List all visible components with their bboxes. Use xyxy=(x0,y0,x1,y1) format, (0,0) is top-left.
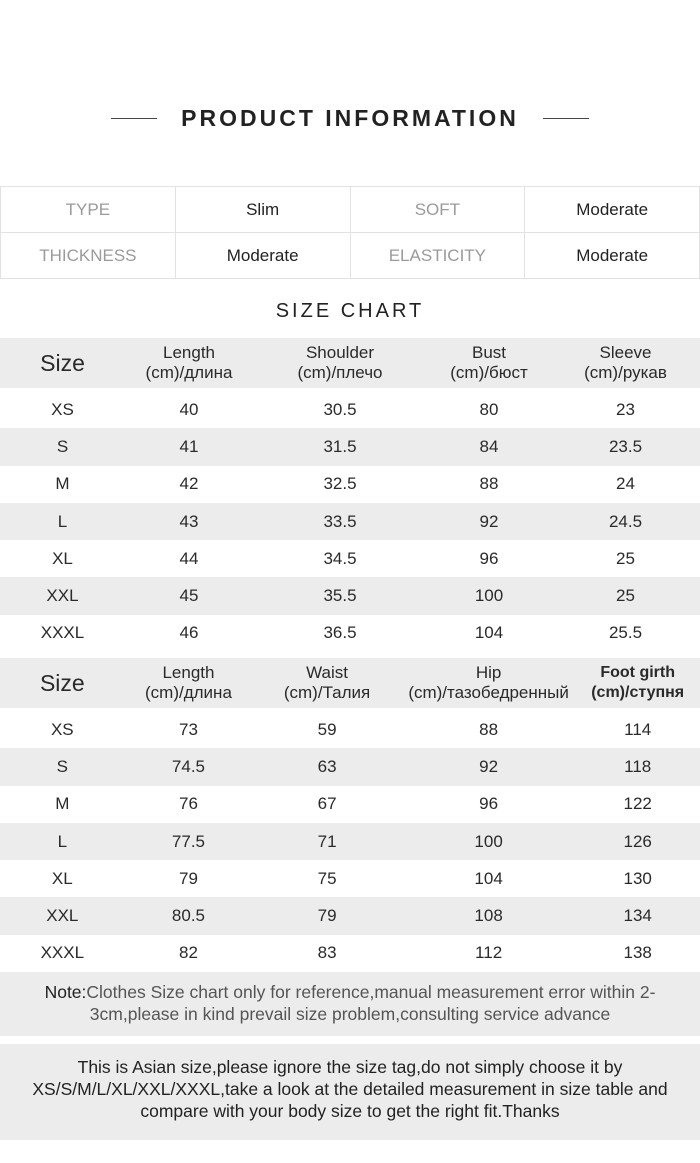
measurement-cell: 42 xyxy=(179,474,199,494)
measurement-cell: 104 xyxy=(474,868,503,888)
header-cell: Size xyxy=(40,350,85,376)
asian-size-notice: This is Asian size,please ignore the size tag,do not simply choose it by XS/S/M/L/XL/XXL/XXXL,take a look at the detailed measurement in size table and compare with your body size to get the right fit.Thanks xyxy=(0,1044,700,1140)
measurement-cell: 71 xyxy=(317,831,337,851)
measurement-cell: 41 xyxy=(179,436,199,456)
measurement-cell: 138 xyxy=(623,943,652,963)
table-row xyxy=(0,711,700,748)
info-label: ELASTICITY xyxy=(350,233,525,279)
measurement-cell: 96 xyxy=(479,794,499,814)
measurement-cell: 35.5 xyxy=(323,586,357,606)
measurement-cell: 100 xyxy=(474,831,503,851)
measurement-cell: 32.5 xyxy=(323,474,357,494)
product-info-table xyxy=(0,186,700,279)
measurement-cell: 23 xyxy=(616,399,635,419)
header-cell: Sleeve (cm)/рукав xyxy=(584,343,667,382)
measurement-cell: 44 xyxy=(179,548,199,568)
measurement-cell: 45 xyxy=(179,586,199,606)
size-label-cell: XXL xyxy=(46,586,79,606)
size-label-cell: S xyxy=(56,756,68,776)
info-value: Slim xyxy=(175,187,350,233)
size-label-cell: L xyxy=(57,511,68,531)
measurement-cell: 59 xyxy=(317,719,337,739)
table-row xyxy=(0,466,700,503)
table-row xyxy=(0,503,700,540)
measurement-cell: 25.5 xyxy=(608,623,643,643)
title-left-rule xyxy=(111,118,157,119)
table-row xyxy=(0,615,700,652)
measurement-cell: 40 xyxy=(179,399,199,419)
info-label: THICKNESS xyxy=(1,233,176,279)
measurement-cell: 79 xyxy=(179,868,198,888)
measurement-cell: 33.5 xyxy=(323,511,357,531)
reference-note xyxy=(0,972,700,1036)
table-row xyxy=(0,897,700,934)
header-cell: Size xyxy=(39,670,85,696)
size-label-cell: XXXL xyxy=(40,623,85,643)
table-row xyxy=(0,391,700,428)
size-label-cell: L xyxy=(57,831,68,851)
measurement-cell: 92 xyxy=(479,756,499,776)
table-header-row xyxy=(0,658,700,708)
measurement-cell: 82 xyxy=(179,943,198,963)
measurement-cell: 104 xyxy=(474,623,504,643)
info-label: TYPE xyxy=(1,187,176,233)
measurement-cell: 76 xyxy=(179,794,198,814)
measurement-cell: 79 xyxy=(317,906,337,926)
size-table-top xyxy=(0,338,700,652)
title-bar xyxy=(0,100,700,136)
measurement-cell: 83 xyxy=(317,943,337,963)
size-label-cell: XS xyxy=(51,399,74,419)
info-label: SOFT xyxy=(350,187,525,233)
measurement-cell: 34.5 xyxy=(323,548,357,568)
measurement-cell: 96 xyxy=(479,548,499,568)
measurement-cell: 75 xyxy=(317,868,337,888)
info-row xyxy=(1,233,700,279)
table-row xyxy=(0,823,700,860)
table-row xyxy=(0,540,700,577)
table-row xyxy=(0,786,700,823)
measurement-cell: 84 xyxy=(479,436,499,456)
measurement-cell: 43 xyxy=(179,511,199,531)
measurement-cell: 88 xyxy=(479,474,499,494)
measurement-cell: 130 xyxy=(623,868,652,888)
measurement-cell: 30.5 xyxy=(323,399,357,419)
title-right-rule xyxy=(543,118,589,119)
size-label-cell: XS xyxy=(50,719,74,739)
measurement-cell: 23.5 xyxy=(608,436,643,456)
size-label-cell: XL xyxy=(51,868,73,888)
measurement-cell: 24.5 xyxy=(608,511,643,531)
measurement-cell: 36.5 xyxy=(323,623,357,643)
measurement-cell: 25 xyxy=(616,586,635,606)
table-header-row xyxy=(0,338,700,388)
size-label-cell: XXXL xyxy=(40,943,85,963)
measurement-cell: 74.5 xyxy=(171,756,205,776)
measurement-cell: 88 xyxy=(479,719,499,739)
measurement-cell: 63 xyxy=(317,756,337,776)
note-label: Note: xyxy=(44,982,87,1002)
measurement-cell: 73 xyxy=(179,719,198,739)
header-cell: Bust (cm)/бюст xyxy=(450,343,528,382)
measurement-cell: 67 xyxy=(317,794,337,814)
header-cell: Length (cm)/длина xyxy=(145,343,233,382)
measurement-cell: 92 xyxy=(479,511,499,531)
measurement-cell: 114 xyxy=(624,719,652,739)
header-cell: Length (cm)/длина xyxy=(145,663,232,702)
table-row xyxy=(0,428,700,465)
table-row xyxy=(0,935,700,972)
size-table-bottom xyxy=(0,658,700,972)
info-value: Moderate xyxy=(175,233,350,279)
header-cell: Shoulder (cm)/плечо xyxy=(297,343,383,382)
measurement-cell: 80 xyxy=(479,399,499,419)
size-label-cell: XL xyxy=(52,548,73,568)
measurement-cell: 134 xyxy=(623,906,652,926)
measurement-cell: 31.5 xyxy=(323,436,357,456)
measurement-cell: 77.5 xyxy=(171,831,205,851)
table-row xyxy=(0,860,700,897)
measurement-cell: 100 xyxy=(474,586,504,606)
info-value: Moderate xyxy=(525,233,700,279)
size-label-cell: M xyxy=(55,474,70,494)
table-row xyxy=(0,577,700,614)
size-label-cell: S xyxy=(56,436,69,456)
header-cell: Waist (cm)/Талия xyxy=(283,663,371,702)
info-value: Moderate xyxy=(525,187,700,233)
measurement-cell: 118 xyxy=(624,756,652,776)
measurement-cell: 25 xyxy=(616,548,635,568)
header-cell: Hip (cm)/тазобедренный xyxy=(408,663,569,702)
header-cell: Foot girth (cm)/ступня xyxy=(591,664,685,701)
size-label-cell: XXL xyxy=(46,906,79,926)
measurement-cell: 112 xyxy=(475,943,503,963)
table-row xyxy=(0,748,700,785)
measurement-cell: 80.5 xyxy=(171,906,205,926)
measurement-cell: 46 xyxy=(179,623,199,643)
measurement-cell: 108 xyxy=(474,906,503,926)
measurement-cell: 122 xyxy=(623,794,652,814)
size-chart-title: SIZE CHART xyxy=(275,300,425,322)
measurement-cell: 24 xyxy=(616,474,635,494)
info-row xyxy=(1,187,700,233)
measurement-cell: 126 xyxy=(623,831,652,851)
size-label-cell: M xyxy=(55,794,70,814)
note-text: Clothes Size chart only for reference,manual measurement error within 2-3cm,please in kind prevail size problem,consulting service advance xyxy=(86,982,656,1024)
page-title: PRODUCT INFORMATION xyxy=(181,104,519,131)
